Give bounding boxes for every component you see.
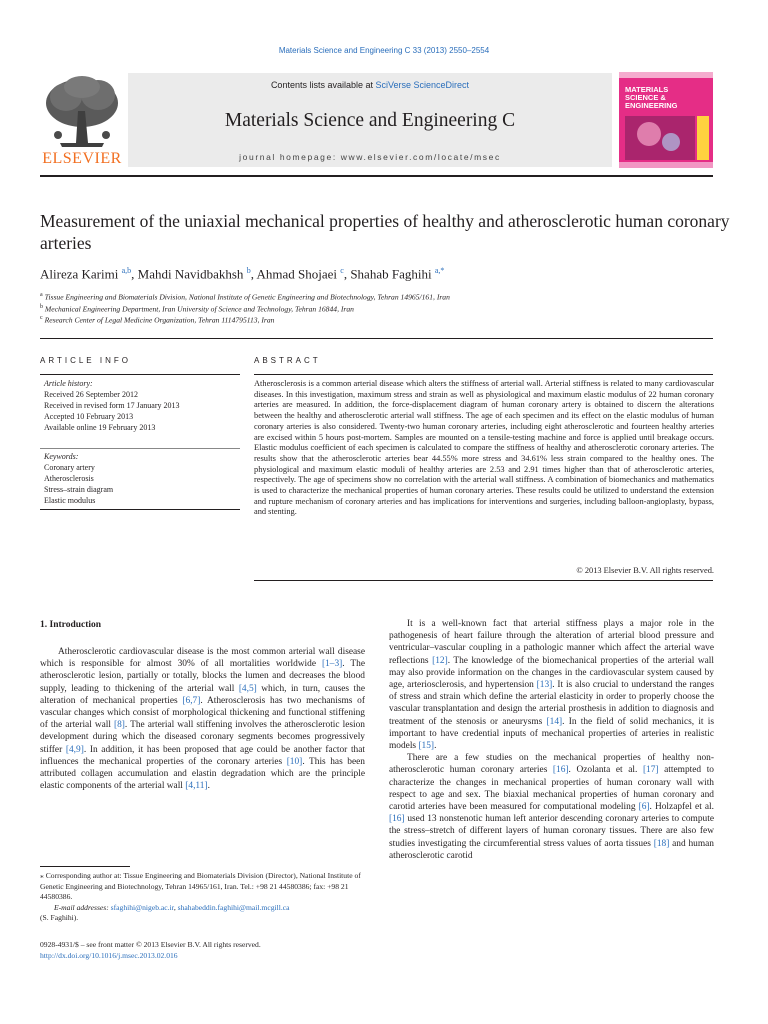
citation-link[interactable]: [13] (536, 680, 553, 691)
citation-link[interactable]: [17] (642, 765, 659, 776)
affiliation-text: Mechanical Engineering Department, Iran University of Science and Technology, Tehran 16844, Iran (44, 304, 354, 314)
paragraph-text: . In the field of solid mechanics, it is important to have credential inputs of mechanical properties of arteries in realistic models (389, 716, 715, 752)
citation-link[interactable]: [16] (389, 814, 405, 825)
cover-title-line: MATERIALS (625, 85, 669, 94)
article-info-rule (40, 374, 240, 375)
author-affiliation-mark[interactable]: b (246, 266, 251, 275)
paper-title: Measurement of the uniaxial mechanical properties of healthy and atherosclerotic human coronary arteries (40, 211, 730, 253)
body-column-left (40, 646, 365, 792)
citation-link[interactable]: [6] (638, 802, 650, 813)
keyword: Stress–strain diagram (44, 485, 114, 494)
author-name[interactable]: Alireza Karimi (40, 266, 119, 282)
affiliation-mark: a (40, 292, 43, 298)
doi-link[interactable]: http://dx.doi.org/10.1016/j.msec.2013.02.016 (40, 951, 178, 960)
paragraph-text: . (207, 781, 210, 792)
header-rule (40, 175, 713, 177)
author-affiliation-mark[interactable]: a,* (434, 266, 445, 275)
paragraph-text: . Atherosclerosis has two mechanisms of vascular changes which consist of morphological thickening and functional stiffening of the arterial wall (40, 695, 365, 731)
body-column-right (389, 618, 714, 862)
affiliation-text: Research Center of Legal Medicine Organization, Tehran 1114795113, Iran (44, 315, 275, 325)
citation-link[interactable]: [10] (286, 756, 303, 767)
author-affiliation-mark[interactable]: c (340, 266, 344, 275)
paragraph-text: which, in turn, causes the alteration of mechanical properties (40, 683, 365, 706)
citation-link[interactable]: [8] (113, 720, 125, 731)
citation-link[interactable]: [15] (418, 741, 435, 752)
cover-title-line: SCIENCE & (625, 92, 666, 102)
section-heading-introduction: 1. Introduction (40, 620, 102, 630)
title-block-rule (40, 338, 713, 339)
journal-homepage (128, 152, 612, 162)
sciencedirect-link[interactable]: SciVerse ScienceDirect (375, 80, 470, 90)
author-name[interactable]: Mahdi Navidbakhsh (137, 266, 244, 282)
paragraph-text: There are a few studies on the mechanical properties of healthy non-atherosclerotic human coronary arteries (389, 753, 714, 776)
citation-link[interactable]: [4,5] (238, 683, 257, 694)
abstract-text: Atherosclerosis is a common arterial disease which alters the stiffness of arterial wall. Arterial stiffness is related to many cardiovascular diseases. In this investigation, maximum stress and strain as well as physiological and maximum elastic modulus of 22 human coronary arteries are measured. In addition, the force-displacement diagram of human coronary artery is obtained to discern the alterations between the healthy and atherosclerotic arterial wall stiffness. The age of each specimen and its effect on the elastic modulus of human coronary arteries is also considered. Twenty-two human coronary arteries, including eight atherosclerotic and fourteen healthy arteries are excised within 5 hours post-mortem. Samples are mounted on a tensile-testing machine and force is applied until breakage occurs. Elastic modulus coefficient of each specimen is calculated to compare the stiffness of healthy and atherosclerotic coronary arteries. The results show that the atherosclerotic arteries bear 44.55% more stress and 34.61% less strain compared to the healthy ones. The physiological and maximum elastic moduli of healthy arteries are 2.53 and 2.91 times higher than that of atherosclerotic arteries, respectively. The age of specimens show no correlation with the arterial wall stiffness. A combination of biomechanics and mathematics is used to characterize the mechanical properties of human coronary arteries. These results could be utilized to understand the extension and rupture mechanism of coronary arteries and has implications for interventions and surgeries, including balloon-angioplasty, bypass, and stenting. (254, 379, 714, 517)
corresponding-author-footnote: ⁎ Corresponding author at: Tissue Engineering and Biomaterials Division (Director), National Institute of Genetic Engineering and Biotechnology, Tehran 14965/161, Iran. Tel.: +98 21 44580386; fax: +98 21 44580386. E-mail addresses: sfaghihi@nigeb.ac.ir, shahabeddin.faghihi@mail.mcgill.ca (S. Faghihi). (40, 871, 361, 923)
article-info-divider (40, 448, 240, 449)
homepage-url[interactable]: www.elsevier.com/locate/msec (340, 152, 501, 162)
affiliation-mark: b (40, 304, 43, 310)
abstract-heading: ABSTRACT (254, 356, 321, 365)
contents-line (128, 80, 612, 90)
footnote-mark: ⁎ (40, 871, 44, 880)
paragraph-text: Atherosclerotic cardiovascular disease is the most common arterial wall disease which is responsible for almost 30% of all mortalities worldwide (40, 647, 365, 670)
abstract-bottom-rule (254, 580, 713, 581)
paragraph-text: . Holzapfel et al. (649, 802, 714, 813)
issn-line: 0928-4931/$ – see front matter © 2013 Elsevier B.V. All rights reserved. (40, 940, 261, 949)
affiliation-mark: c (40, 315, 43, 321)
affiliation (40, 315, 730, 325)
footnote-corresponding: Corresponding author at: Tissue Engineering and Biomaterials Division (Director), National Institute of Genetic Engineering and Biotechnology, Tehran 14965/161, Iran. Tel.: +98 21 44580386; fax: +98 21 44580386. (40, 871, 361, 902)
keywords-label: Keywords: (44, 452, 79, 461)
abstract-rule (254, 374, 713, 375)
email-link[interactable]: sfaghihi@nigeb.ac.ir (110, 902, 174, 912)
citation-link[interactable]: [6,7] (182, 695, 201, 706)
cover-title (625, 86, 711, 109)
keyword: Elastic modulus (44, 496, 96, 505)
homepage-prefix: journal homepage: (239, 152, 341, 162)
paragraph-text: used 13 nonstenotic human left anterior descending coronary arteries to compute the stress–stretch of different layers of human coronary tissues. There are also few studies investigating the circumferential stress values of aorta tissues (389, 814, 714, 849)
keyword: Coronary artery (44, 463, 95, 472)
paragraph-text: . (434, 741, 437, 752)
keyword: Atherosclerosis (44, 474, 94, 483)
front-matter (40, 939, 380, 961)
author-list: Alireza Karimi $^{a,b}$, Mahdi Navidbakhsh $^b$, Ahmad Shojaei $^c$, Shahab Faghihi $^{a,*}$ (40, 266, 445, 282)
history-line: Accepted 10 February 2013 (44, 412, 134, 421)
article-info-bottom-rule (40, 509, 240, 510)
author-affiliation-mark[interactable]: a,b (121, 266, 132, 275)
body-paragraph (389, 618, 714, 752)
article-info-heading: ARTICLE INFO (40, 356, 131, 365)
footnote-rule (40, 866, 130, 867)
history-line: Received 26 September 2012 (44, 390, 138, 399)
paragraph-text: . The atherosclerotic lesion, partially or totally, blocks the lumen and decreases the blood supply, leading to thickening of the arterial wall (40, 659, 365, 694)
paragraph-text: . In addition, it has been proposed that age could be another factor that influences the mechanical properties of the coronary arteries (40, 744, 365, 767)
paragraph-text: . The arterial wall stiffening involves the atherosclerotic lesion development during which the diseased coronary segments becomes progressively stiffer (40, 720, 365, 755)
affiliation-text: Tissue Engineering and Biomaterials Division, National Institute of Genetic Engineering and Biotechnology, Tehran 14965/161, Iran (44, 292, 450, 302)
citation-link[interactable]: [1–3] (321, 659, 343, 670)
paragraph-text: and human atherosclerotic carotid (389, 838, 714, 861)
author-name[interactable]: Shahab Faghihi (350, 266, 432, 282)
body-paragraph (40, 646, 365, 792)
cover-title-line: ENGINEERING (625, 100, 678, 110)
paragraph-text: . The knowledge of the biomechanical properties of the arterial wall may also provide information on the changes in the cardiovascular system caused by age, arteriosclerosis, and hypertension (389, 655, 714, 691)
journal-citation[interactable]: Materials Science and Engineering C 33 (2013) 2550–2554 (278, 46, 490, 55)
footnote-name-note: (S. Faghihi). (40, 913, 79, 923)
history-line: Received in revised form 17 January 2013 (44, 401, 180, 410)
contents-prefix: Contents lists available at (270, 80, 376, 90)
paragraph-text: . This has been attributed collagen accumulation and elastin degradation which are the principle elastic components of the arterial wall (40, 756, 365, 792)
citation-link[interactable]: [18] (653, 838, 670, 849)
affiliation (40, 292, 730, 302)
email-link[interactable]: shahabeddin.faghihi@mail.mcgill.ca (177, 902, 290, 912)
paragraph-text: . It is also crucial to understand the ranges of stress and strain which define the arterial elasticity in order to properly choose the vascular transplantation and design the arterial prosthesis in addition to diagnosis and treatment of the stenosis or aneurysms (389, 680, 714, 727)
journal-cover[interactable] (619, 72, 713, 168)
paragraph-text: It is a well-known fact that arterial stiffness plays a major role in the pathogenesis of heart failure through the alteration of arterial blood pressure and ventricular–vascular coupling in a pathologic manner which affect the arterial wave reflections (389, 619, 714, 666)
journal-name: Materials Science and Engineering C (224, 110, 516, 131)
citation-link[interactable]: [4,11] (185, 781, 208, 792)
paragraph-text: . Ozolanta et al. (568, 765, 643, 776)
citation-link[interactable]: [14] (546, 716, 563, 727)
citation-link[interactable]: [4,9] (65, 744, 84, 755)
author-name[interactable]: Ahmad Shojaei (256, 266, 337, 282)
paragraph-text: attempted to characterize the changes in mechanical properties of human coronary wall with respect to age and sex. The biaxial mechanical properties of human coronary and carotid arteries have been measured for computational modeling (389, 765, 714, 813)
citation-link[interactable]: [12] (432, 655, 448, 666)
elsevier-wordmark: ELSEVIER (42, 150, 122, 167)
email-label: E-mail addresses: (54, 902, 109, 912)
body-paragraph (389, 752, 714, 862)
affiliation (40, 304, 730, 314)
abstract-copyright: © 2013 Elsevier B.V. All rights reserved. (576, 566, 714, 575)
citation-link[interactable]: [16] (552, 765, 569, 776)
history-line: Available online 19 February 2013 (44, 423, 156, 432)
article-history-label: Article history: (44, 379, 93, 388)
